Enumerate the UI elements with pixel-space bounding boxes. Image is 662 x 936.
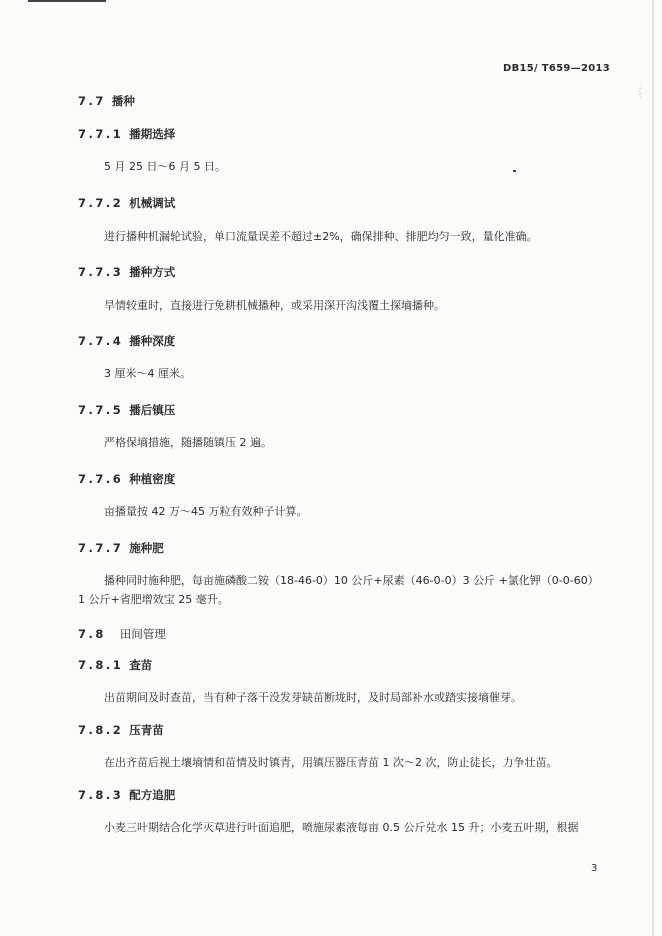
section-heading bbox=[78, 333, 175, 349]
section-title: 播期选择 bbox=[129, 127, 176, 141]
section-number: 7.7.4 bbox=[78, 334, 124, 348]
document-id: DB15/ T659—2013 bbox=[503, 63, 610, 74]
section-body: 3 厘米～4 厘米。 bbox=[104, 367, 191, 380]
section-heading bbox=[78, 471, 175, 487]
section-number: 7.8 bbox=[78, 627, 106, 641]
section-heading bbox=[78, 264, 175, 280]
section-heading bbox=[78, 722, 164, 738]
section-body bbox=[78, 571, 604, 609]
page-number: 3 bbox=[591, 863, 598, 874]
section-number: 7.8.3 bbox=[78, 788, 124, 802]
section-number: 7.7 bbox=[78, 94, 106, 108]
section-number: 7.7.3 bbox=[78, 265, 124, 279]
section-title: 施种肥 bbox=[129, 541, 164, 555]
section-number: 7.7.5 bbox=[78, 403, 124, 417]
section-title: 田间管理 bbox=[119, 627, 166, 641]
top-rule bbox=[28, 0, 106, 2]
section-body: 在出齐苗后视土壤墒情和苗情及时镇青，用镇压器压青苗 1 次～2 次，防止徒长，力争壮苗。 bbox=[104, 756, 558, 769]
section-number: 7.8.1 bbox=[78, 658, 124, 672]
section-heading bbox=[78, 657, 152, 673]
margin-marks: ·:·.·:· bbox=[637, 86, 643, 98]
section-body: 出苗期间及时查苗，当有种子落干没发芽缺苗断垅时，及时局部补水或踏实接墒催芽。 bbox=[104, 691, 522, 704]
section-title: 播种深度 bbox=[129, 334, 176, 348]
section-body: 小麦三叶期结合化学灭草进行叶面追肥，喷施尿素液每亩 0.5 公斤兑水 15 升；小麦五叶期，根据 bbox=[104, 821, 579, 834]
section-heading bbox=[78, 93, 135, 109]
section-number: 7.7.2 bbox=[78, 196, 124, 210]
scan-dot bbox=[513, 170, 516, 172]
section-body: 5 月 25 日～6 月 5 日。 bbox=[104, 160, 226, 173]
section-heading bbox=[78, 787, 175, 803]
section-body: 亩播量按 42 万～45 万粒有效种子计算。 bbox=[104, 505, 308, 518]
section-body: 旱情较重时，直接进行免耕机械播种，或采用深开沟浅覆土探墒播种。 bbox=[104, 299, 445, 312]
section-title: 种植密度 bbox=[129, 472, 176, 486]
section-heading bbox=[78, 126, 175, 142]
section-title: 播种方式 bbox=[129, 265, 176, 279]
section-title: 查苗 bbox=[129, 658, 153, 672]
section-title: 配方追肥 bbox=[129, 788, 176, 802]
section-body-continuation: 1 公斤+省肥增效宝 25 毫升。 bbox=[78, 593, 229, 606]
section-title: 压青苗 bbox=[129, 723, 164, 737]
section-number: 7.7.1 bbox=[78, 127, 124, 141]
section-body: 严格保墒措施，随播随镇压 2 遍。 bbox=[104, 436, 272, 449]
section-body-line: 播种同时施种肥，每亩施磷酸二铵（18-46-0）10 公斤+尿素（46-0-0）3 公斤 +氯化钾（0-0-60） bbox=[104, 574, 599, 587]
section-heading bbox=[78, 195, 175, 211]
section-heading bbox=[78, 402, 175, 418]
section-number: 7.7.7 bbox=[78, 541, 124, 555]
section-title: 播种 bbox=[111, 94, 135, 108]
section-title: 机械调试 bbox=[129, 196, 176, 210]
scan-edge bbox=[652, 0, 654, 936]
section-number: 7.8.2 bbox=[78, 723, 124, 737]
section-heading bbox=[78, 626, 166, 642]
section-body: 进行播种机漏轮试验，单口流量误差不超过±2%，确保排种、排肥均匀一致，量化准确。 bbox=[104, 230, 538, 243]
section-heading bbox=[78, 540, 164, 556]
section-number: 7.7.6 bbox=[78, 472, 124, 486]
section-title: 播后镇压 bbox=[129, 403, 176, 417]
